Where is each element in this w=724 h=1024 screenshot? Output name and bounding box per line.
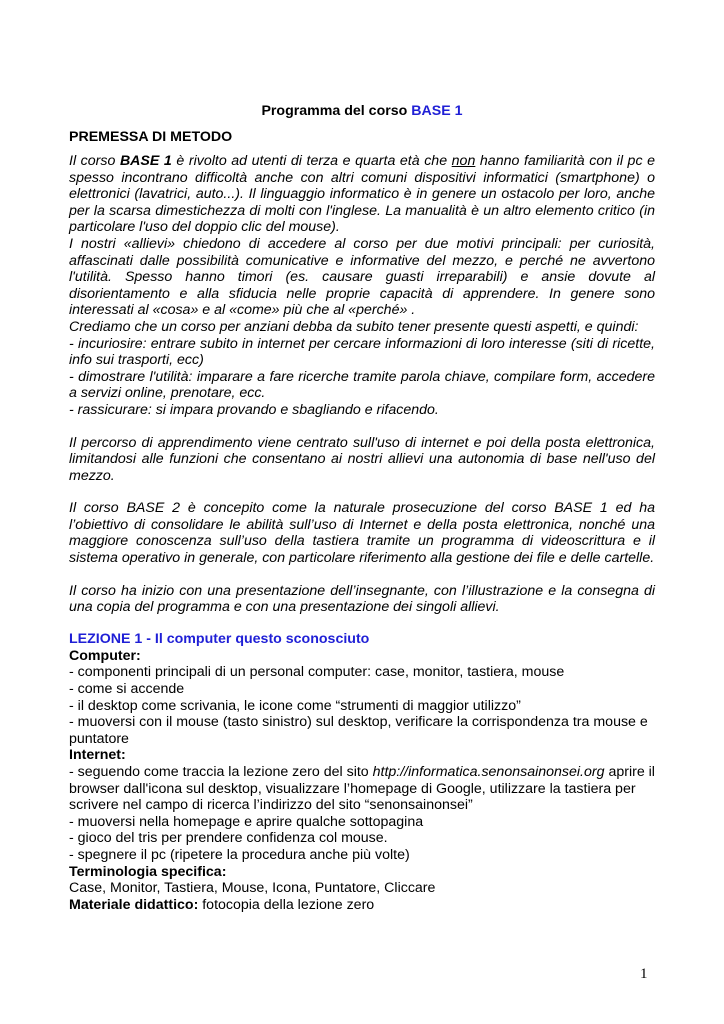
list-item: - seguendo come traccia la lezione zero del sito http://informatica.senonsainonsei.org aprire il browser dall'icona sul desktop, visualizzare l’homepage di Google, utilizzare la tastiera per scrivere nel campo di ricerca l’indirizzo del sito “senonsainonsei”	[69, 764, 655, 814]
lesson-1-title: LEZIONE 1 - Il computer questo sconosciuto	[69, 630, 370, 647]
list-item: - gioco del tris per prendere confidenza col mouse.	[69, 830, 388, 847]
paragraph-inizio: Il corso ha inizio con una presentazione dell’insegnante, con l’illustrazione e la consegna di una copia del programma e con una presentazione dei singoli allievi.	[69, 582, 655, 616]
paragraph-approach: Crediamo che un corso per anziani debba da subito tener presente questi aspetti, e quindi:	[69, 318, 639, 335]
list-item: - come si accende	[69, 681, 185, 698]
paragraph-point-incuriosire: - incuriosire: entrare subito in internet per cercare informazioni di loro interesse (siti di ricette, info sui trasporti, ecc)	[69, 335, 655, 369]
list-item: - componenti principali di un personal computer: case, monitor, tastiera, mouse	[69, 664, 565, 681]
internet-label: Internet:	[69, 747, 126, 764]
list-item: - spegnere il pc (ripetere la procedura anche più volte)	[69, 846, 410, 863]
page-number: 1	[640, 966, 648, 982]
paragraph-base2: Il corso BASE 2 è concepito come la naturale prosecuzione del corso BASE 1 ed ha l’obiettivo di consolidare le abilità sull’uso di Internet e della posta elettronica, nonché una maggiore conoscenza sull’uso della tastiera tramite un programma di videoscrittura e il sistema operativo in generale, con particolare riferimento alla gestione dei file e delle cartelle.	[69, 500, 655, 567]
document-title: Programma del corso BASE 1	[261, 103, 463, 119]
paragraph-motivations: I nostri «allievi» chiedono di accedere al corso per due motivi principali: per curiosità, affascinati dalle possibilità comunicative e informative del mezzo, e perché ne avvertono l'utilità. Spesso hanno timori (es. causare guasti irreparabili) e ansie dovute al disorientamento e alla sfiducia nelle proprie capacità di apprendere. In genere sono interessati al «cosa» e al «come» più che al «perché» .	[69, 235, 655, 319]
materiale-line: Materiale didattico: fotocopia della lezione zero	[69, 896, 375, 913]
paragraph-point-rassicurare: - rassicurare: si impara provando e sbagliando e rifacendo.	[69, 401, 439, 418]
list-item: - muoversi con il mouse (tasto sinistro) sul desktop, verificare la corrispondenza tra mouse e puntatore	[69, 714, 648, 747]
list-item: - muoversi nella homepage e aprire qualche sottopagina	[69, 813, 424, 830]
section-heading-premessa: PREMESSA DI METODO	[69, 129, 233, 145]
course-name: BASE 1	[411, 103, 463, 119]
paragraph-percorso: Il percorso di apprendimento viene centrato sull'uso di internet e poi della posta elettronica, limitandosi alle funzioni che consentano ai nostri allievi una autonomia di base nell'uso del mezzo.	[69, 434, 655, 484]
document-page	[69, 103, 655, 913]
paragraph-intro: Il corso BASE 1 è rivolto ad utenti di terza e quarta età che non hanno familiarità con il pc e spesso incontrano difficoltà anche con altri comuni dispositivi informatici (smartphone) o elettronici (lavatrici, auto...). Il linguaggio informatico è in genere un ostacolo per loro, anche per la scarsa dimestichezza di molti con l'inglese. La manualità è un altro elemento critico (in particolare l'uso del doppio clic del mouse).	[69, 153, 655, 236]
lesson-1-section	[69, 631, 655, 914]
site-url: http://informatica.senonsainonsei.org	[372, 764, 605, 780]
computer-label: Computer:	[69, 647, 141, 664]
list-item: - il desktop come scrivania, le icone come “strumenti di maggior utilizzo”	[69, 697, 521, 714]
terminologia-label: Terminologia specifica:	[69, 863, 227, 880]
terminologia-list: Case, Monitor, Tastiera, Mouse, Icona, Puntatore, Cliccare	[69, 880, 436, 897]
paragraph-point-dimostrare: - dimostrare l'utilità: imparare a fare ricerche tramite parola chiave, compilare form, accedere a servizi online, prenotare, ecc.	[69, 368, 655, 402]
